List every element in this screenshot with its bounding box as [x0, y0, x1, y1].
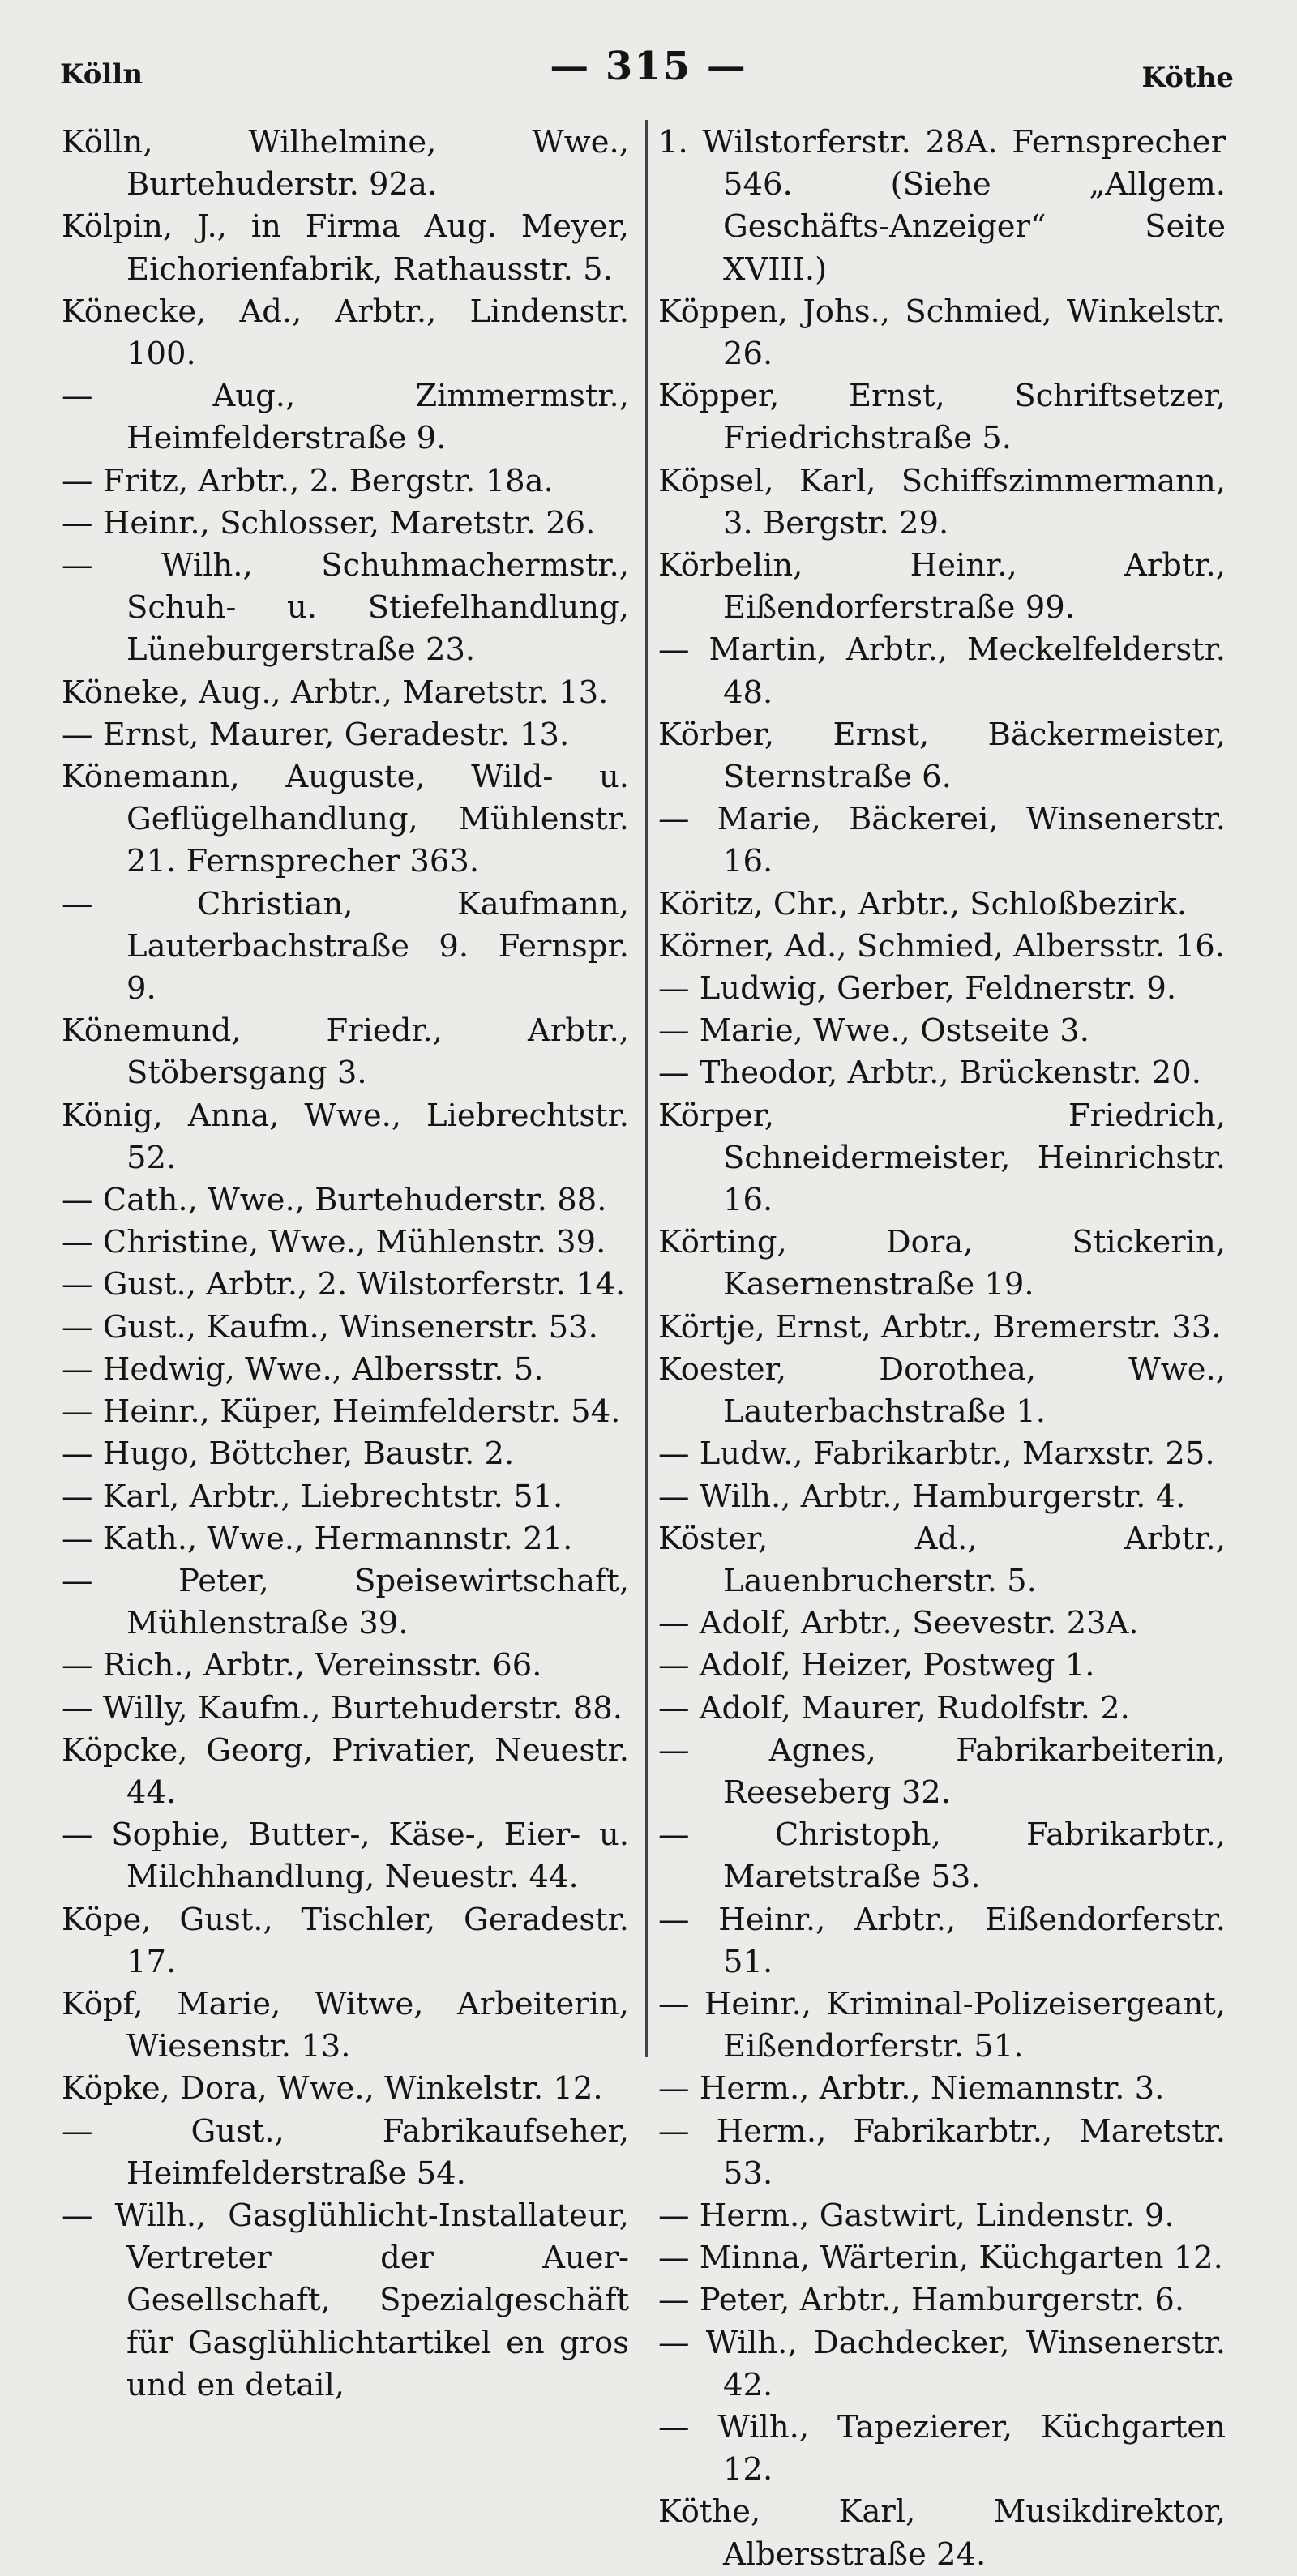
- directory-entry: — Heinr., Schlosser, Maretstr. 26.: [62, 504, 596, 541]
- page-number: — 315 —: [550, 44, 747, 89]
- directory-entry: — Herm., Fabrikarbtr., Maretstr. 53.: [658, 2112, 1226, 2192]
- directory-entry: — Marie, Bäckerei, Winsenerstr. 16.: [658, 801, 1226, 880]
- directory-entry: — Ludw., Fabrikarbtr., Marxstr. 25.: [658, 1436, 1215, 1473]
- right-column: [658, 122, 1226, 2576]
- directory-entry: — Hugo, Böttcher, Baustr. 2.: [62, 1436, 515, 1473]
- directory-entry: Könemann, Auguste, Wild- u. Geflügelhandlung, Mühlenstr. 21. Fernsprecher 363.: [62, 759, 629, 880]
- directory-entry: — Wilh., Arbtr., Hamburgerstr. 4.: [658, 1478, 1186, 1515]
- directory-entry: — Hedwig, Wwe., Albersstr. 5.: [62, 1350, 544, 1388]
- directory-entry: — Gust., Arbtr., 2. Wilstorferstr. 14.: [62, 1266, 626, 1303]
- directory-entry: — Gust., Fabrikaufseher, Heimfelderstraße 54.: [62, 2112, 629, 2192]
- directory-entry: — Herm., Arbtr., Niemannstr. 3.: [658, 2070, 1165, 2107]
- directory-entry: — Christoph, Fabrikarbtr., Maretstraße 53.: [658, 1816, 1226, 1896]
- directory-entry: — Ernst, Maurer, Geradestr. 13.: [62, 716, 570, 753]
- directory-entry: Körner, Ad., Schmied, Albersstr. 16.: [658, 927, 1225, 965]
- directory-entry: Köster, Ad., Arbtr., Lauenbrucherstr. 5.: [658, 1520, 1226, 1599]
- directory-entry: Körper, Friedrich, Schneidermeister, Heinrichstr. 16.: [658, 1097, 1226, 1219]
- directory-entry: Körber, Ernst, Bäckermeister, Sternstraße 6.: [658, 716, 1226, 796]
- directory-entry: Köneke, Aug., Arbtr., Maretstr. 13.: [62, 674, 609, 711]
- directory-entry: — Ludwig, Gerber, Feldnerstr. 9.: [658, 970, 1177, 1008]
- directory-entry: Köthe, Karl, Musikdirektor, Albersstraße 24.: [658, 2493, 1226, 2573]
- directory-entry: Koester, Dorothea, Wwe., Lauterbachstraße 1.: [658, 1350, 1226, 1431]
- directory-entry: Köpe, Gust., Tischler, Geradestr. 17.: [62, 1901, 629, 1980]
- directory-entry: 1. Wilstorferstr. 28A. Fernsprecher 546. (Siehe „Allgem. Geschäfts-Anzeiger“ Seite XVIII.): [658, 124, 1226, 288]
- directory-entry: Könemund, Friedr., Arbtr., Stöbersgang 3.: [62, 1012, 629, 1092]
- directory-entry: Köppen, Johs., Schmied, Winkelstr. 26.: [658, 293, 1226, 373]
- left-column: [62, 122, 629, 2407]
- directory-entry: — Gust., Kaufm., Winsenerstr. 53.: [62, 1308, 598, 1346]
- directory-entry: König, Anna, Wwe., Liebrechtstr. 52.: [62, 1097, 629, 1176]
- directory-entry: — Heinr., Arbtr., Eißendorferstr. 51.: [658, 1901, 1226, 1980]
- directory-entry: — Agnes, Fabrikarbeiterin, Reeseberg 32.: [658, 1731, 1226, 1811]
- directory-entry: — Christian, Kaufmann, Lauterbachstraße 9. Fernspr. 9.: [62, 885, 629, 1008]
- directory-entry: — Adolf, Arbtr., Seevestr. 23A.: [658, 1605, 1139, 1642]
- directory-entry: — Rich., Arbtr., Vereinsstr. 66.: [62, 1647, 542, 1684]
- directory-entry: — Cath., Wwe., Burtehuderstr. 88.: [62, 1182, 607, 1219]
- directory-entry: Köpper, Ernst, Schriftsetzer, Friedrichstraße 5.: [658, 378, 1226, 457]
- directory-entry: — Willy, Kaufm., Burtehuderstr. 88.: [62, 1689, 623, 1727]
- directory-entry: — Karl, Arbtr., Liebrechtstr. 51.: [62, 1478, 563, 1515]
- directory-entry: — Martin, Arbtr., Meckelfelderstr. 48.: [658, 631, 1226, 711]
- directory-entry: Körbelin, Heinr., Arbtr., Eißendorferstraße 99.: [658, 547, 1226, 627]
- directory-entry: — Theodor, Arbtr., Brückenstr. 20.: [658, 1055, 1201, 1092]
- directory-entry: — Wilh., Dachdecker, Winsenerstr. 42.: [658, 2324, 1226, 2403]
- directory-entry: Köpf, Marie, Witwe, Arbeiterin, Wiesenstr. 13.: [62, 1985, 629, 2065]
- directory-entry: Kölln, Wilhelmine, Wwe., Burtehuderstr. 92a.: [62, 124, 629, 203]
- header-left-keyword: Kölln: [60, 58, 143, 91]
- directory-entry: — Marie, Wwe., Ostseite 3.: [658, 1012, 1089, 1050]
- directory-entry: — Fritz, Arbtr., 2. Bergstr. 18a.: [62, 462, 554, 499]
- page-header: [0, 41, 1297, 97]
- directory-entry: — Peter, Arbtr., Hamburgerstr. 6.: [658, 2282, 1185, 2319]
- directory-entry: Kölpin, J., in Firma Aug. Meyer, Eichorienfabrik, Rathausstr. 5.: [62, 208, 629, 288]
- directory-entry: Köritz, Chr., Arbtr., Schloßbezirk.: [658, 885, 1188, 922]
- directory-entry: Köpsel, Karl, Schiffszimmermann, 3. Bergstr. 29.: [658, 462, 1226, 541]
- directory-entry: — Aug., Zimmermstr., Heimfelderstraße 9.: [62, 378, 629, 457]
- directory-entry: Köpke, Dora, Wwe., Winkelstr. 12.: [62, 2070, 603, 2107]
- directory-entry: — Wilh., Schuhmachermstr., Schuh- u. Stiefelhandlung, Lüneburgerstraße 23.: [62, 547, 629, 669]
- column-divider: [645, 120, 648, 2057]
- directory-entry: Köpcke, Georg, Privatier, Neuestr. 44.: [62, 1731, 629, 1811]
- directory-entry: Körtje, Ernst, Arbtr., Bremerstr. 33.: [658, 1308, 1222, 1346]
- directory-entry: — Herm., Gastwirt, Lindenstr. 9.: [658, 2197, 1175, 2234]
- directory-entry: — Adolf, Maurer, Rudolfstr. 2.: [658, 1689, 1130, 1727]
- directory-entry: — Adolf, Heizer, Postweg 1.: [658, 1647, 1095, 1684]
- directory-entry: Körting, Dora, Stickerin, Kasernenstraße 19.: [658, 1224, 1226, 1303]
- directory-entry: — Sophie, Butter-, Käse-, Eier- u. Milchhandlung, Neuestr. 44.: [62, 1816, 629, 1896]
- directory-entry: — Heinr., Kriminal-Polizeisergeant, Eißendorferstr. 51.: [658, 1985, 1226, 2065]
- directory-entry: — Heinr., Küper, Heimfelderstr. 54.: [62, 1393, 621, 1431]
- directory-entry: — Kath., Wwe., Hermannstr. 21.: [62, 1520, 573, 1557]
- directory-entry: — Wilh., Tapezierer, Küchgarten 12.: [658, 2408, 1226, 2488]
- directory-entry: — Minna, Wärterin, Küchgarten 12.: [658, 2240, 1223, 2277]
- header-right-keyword: Köthe: [1141, 62, 1234, 94]
- directory-entry: — Wilh., Gasglühlicht-Installateur, Vertreter der Auer-Gesellschaft, Spezialgeschäft für Gasglühlichtartikel en gros und en detail,: [62, 2197, 629, 2403]
- directory-entry: — Christine, Wwe., Mühlenstr. 39.: [62, 1224, 606, 1261]
- directory-entry: Könecke, Ad., Arbtr., Lindenstr. 100.: [62, 293, 629, 373]
- directory-entry: — Peter, Speisewirtschaft, Mühlenstraße 39.: [62, 1562, 629, 1642]
